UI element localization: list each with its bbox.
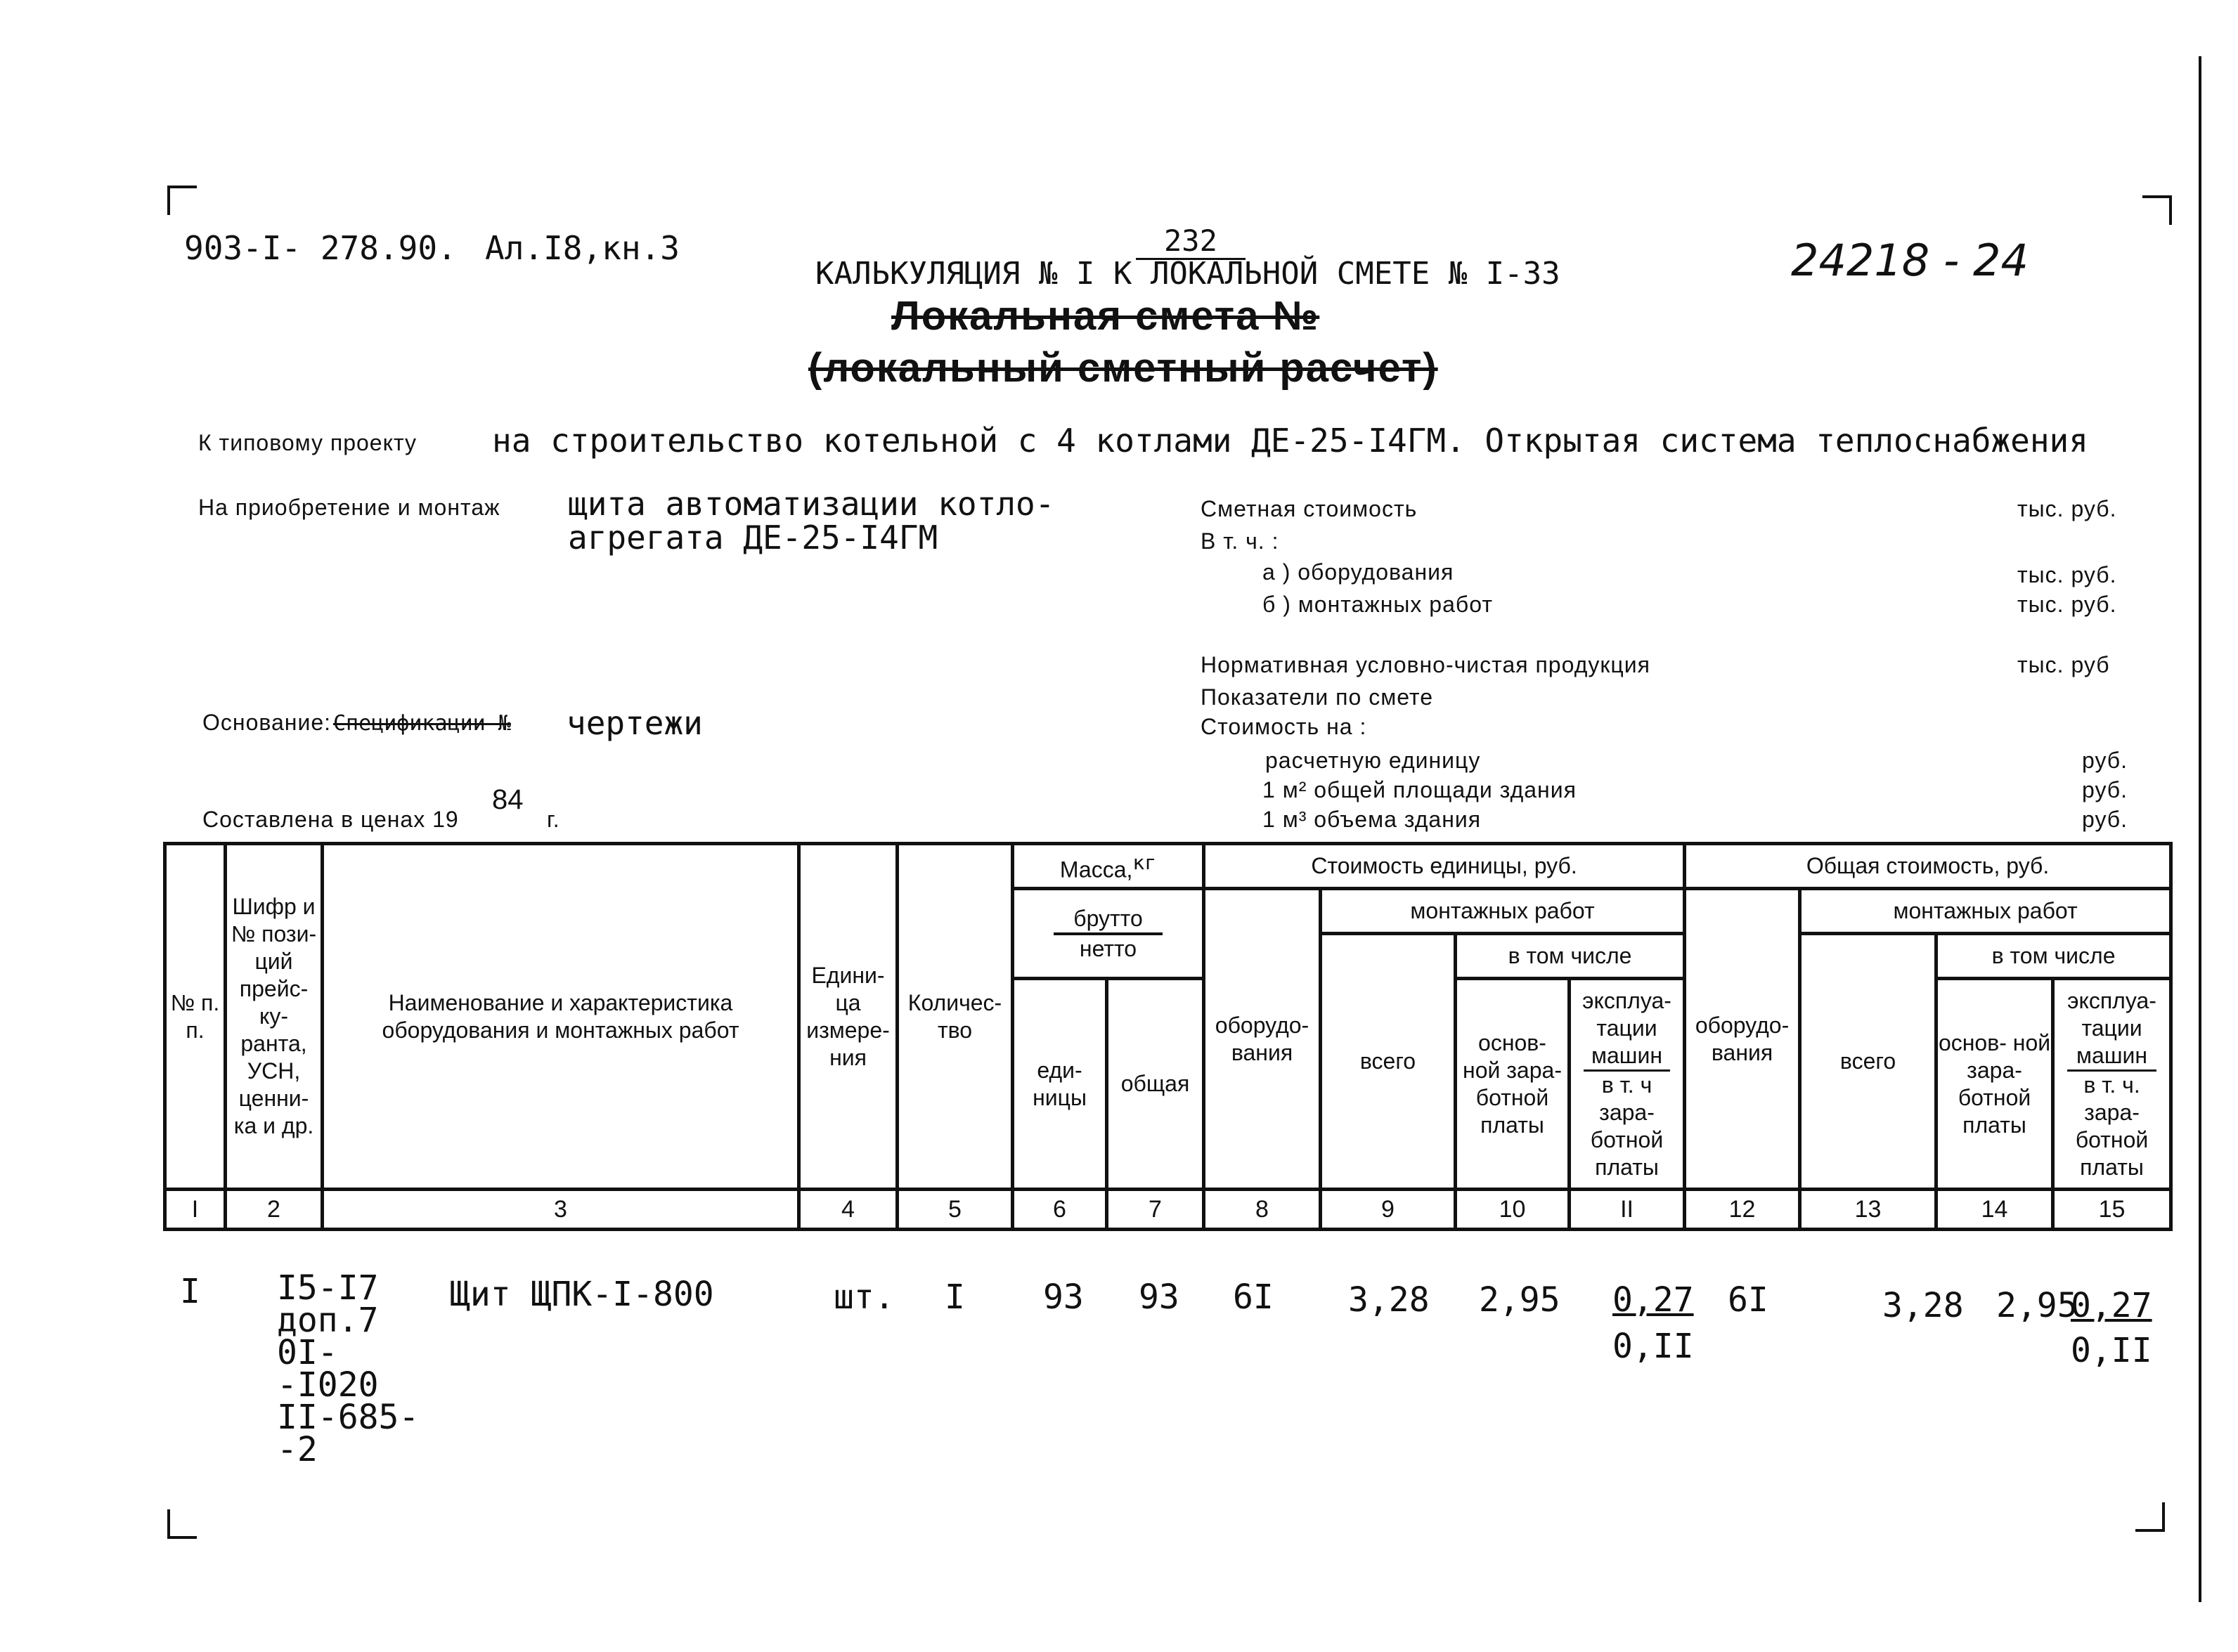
composed-label: Составлена в ценах 19 <box>202 807 459 832</box>
per-unit-label: расчетную единицу <box>1265 748 1481 773</box>
including-label: В т. ч. : <box>1201 528 1279 554</box>
per-m3-label: 1 м³ объема здания <box>1262 807 1482 832</box>
per-m3-unit: руб. <box>2082 807 2128 832</box>
col-header-mass <box>1013 844 1204 889</box>
project-label: К типовому проекту <box>198 430 417 455</box>
col-number-7: 7 <box>1107 1190 1204 1230</box>
row-machine-wage-unit: 0,II <box>1612 1327 1694 1366</box>
handwritten-code: 24218 - 24 <box>1791 235 2029 286</box>
col-number-12: 12 <box>1685 1190 1800 1230</box>
row-name: Щит ЩПК-I-800 <box>450 1275 714 1314</box>
row-machine-total: 0,27 <box>2071 1286 2152 1325</box>
col-header-equip-unit: оборудо- вания <box>1204 889 1321 1190</box>
row-code-line: 0I- <box>277 1333 338 1372</box>
row-all-total: 3,28 <box>1882 1286 1964 1325</box>
brutto-label: брутто <box>1054 905 1163 935</box>
row-mass-unit: 93 <box>1043 1277 1084 1317</box>
estimated-cost-unit: тыс. руб. <box>2017 496 2117 521</box>
corner-mark-top-right <box>2142 195 2172 225</box>
row-code <box>277 1268 420 1469</box>
project-value: на строительство котельной с 4 котлами ДЕ-25-I4ГМ. Открытая система теплоснабжения <box>492 422 2088 460</box>
purchase-label: На приобретение и монтаж <box>198 495 500 520</box>
struck-subtitle: (локальный сметный расчет) <box>808 345 1438 391</box>
col-number-1: I <box>165 1190 226 1230</box>
struck-title: Локальная смета № <box>891 293 1320 339</box>
col-header-mass-unit: еди- ницы <box>1013 979 1107 1190</box>
col-header-no: № п. п. <box>165 844 226 1190</box>
col-header-unit: Едини- ца измере- ния <box>799 844 898 1190</box>
col-header-machine-total <box>2053 979 2171 1190</box>
installation-label: б ) монтажных работ <box>1262 592 1493 617</box>
col-header-incl-unit: в том числе <box>1456 934 1685 979</box>
normative-label: Нормативная условно-чистая продукция <box>1201 652 1650 677</box>
basis-label: Основание: <box>202 710 332 735</box>
col-header-wage-total: основ- ной зара- ботной платы <box>1936 979 2053 1190</box>
corner-mark-top-left <box>167 186 197 215</box>
purchase-line1: щита автоматизации котло- <box>568 485 1055 523</box>
col-header-brutto-netto <box>1013 889 1204 979</box>
row-no: I <box>180 1272 200 1311</box>
col-number-11: II <box>1570 1190 1685 1230</box>
col-header-install-unit: монтажных работ <box>1321 889 1685 934</box>
row-code-line: -I020 <box>277 1365 379 1405</box>
basis-struck: Спецификации № <box>333 711 511 736</box>
purchase-line2: агрегата ДЕ-25-I4ГМ <box>568 519 938 557</box>
right-edge-line <box>2199 56 2201 1602</box>
cost-for-label: Стоимость на : <box>1201 714 1367 739</box>
per-m2-label: 1 м² общей площади здания <box>1262 777 1577 802</box>
col-header-total-cost: Общая стоимость, руб. <box>1685 844 2171 889</box>
row-code-line: I5-I7 <box>277 1268 379 1308</box>
col-number-10: 10 <box>1456 1190 1570 1230</box>
equipment-label: а ) оборудования <box>1262 559 1454 585</box>
row-wage-total: 2,95 <box>1996 1286 2078 1325</box>
netto-label: нетто <box>1079 935 1137 961</box>
col-number-9: 9 <box>1321 1190 1456 1230</box>
row-equip-unit: 6I <box>1233 1277 1274 1317</box>
row-all-unit: 3,28 <box>1348 1280 1430 1320</box>
composed-year: 84 <box>492 784 524 815</box>
col-number-5: 5 <box>898 1190 1013 1230</box>
corner-mark-bottom-left <box>167 1509 197 1539</box>
col-header-qty: Количес- тво <box>898 844 1013 1190</box>
col-number-6: 6 <box>1013 1190 1107 1230</box>
row-machine-wage-total: 0,II <box>2071 1331 2152 1370</box>
row-machine-unit: 0,27 <box>1612 1280 1694 1320</box>
col-header-machine-unit <box>1570 979 1685 1190</box>
per-unit-unit: руб. <box>2082 748 2128 773</box>
mass-unit: кг <box>1132 850 1157 874</box>
row-mass-total: 93 <box>1139 1277 1179 1317</box>
composed-suffix: г. <box>547 807 560 832</box>
basis-value: чертежи <box>567 704 703 742</box>
equipment-unit: тыс. руб. <box>2017 562 2117 587</box>
col-number-15: 15 <box>2053 1190 2171 1230</box>
row-equip-total: 6I <box>1728 1280 1768 1320</box>
estimate-table-header <box>163 842 2173 1231</box>
col-number-3: 3 <box>323 1190 799 1230</box>
col-header-equip-total: оборудо- вания <box>1685 889 1800 1190</box>
machine-wage-label: в т. ч зара- ботной платы <box>1584 1069 1670 1181</box>
row-code-line: -2 <box>277 1430 318 1469</box>
row-unit: шт. <box>834 1277 895 1317</box>
installation-unit: тыс. руб. <box>2017 592 2117 617</box>
corner-mark-bottom-right <box>2135 1502 2165 1532</box>
col-header-mass-total: общая <box>1107 979 1204 1190</box>
calc-number: 232 <box>1136 223 1246 260</box>
doc-code: 903-I- 278.90. <box>184 229 457 267</box>
machine-op-label: эксплуа- тации машин <box>1582 987 1671 1068</box>
per-m2-unit: руб. <box>2082 777 2128 802</box>
col-number-2: 2 <box>226 1190 323 1230</box>
col-number-14: 14 <box>1936 1190 2053 1230</box>
col-header-install-total: монтажных работ <box>1800 889 2171 934</box>
normative-unit: тыс. руб <box>2017 652 2110 677</box>
machine-op-label-2: эксплуа- тации машин <box>2067 987 2156 1068</box>
col-header-wage-unit: основ- ной зара- ботной платы <box>1456 979 1570 1190</box>
col-header-name: Наименование и характеристика оборудования и монтажных работ <box>323 844 799 1190</box>
col-header-all-total: всего <box>1800 934 1936 1190</box>
col-number-4: 4 <box>799 1190 898 1230</box>
machine-wage-label-2: в т. ч. зара- ботной платы <box>2067 1069 2156 1181</box>
col-header-all-unit: всего <box>1321 934 1456 1190</box>
col-header-incl-total: в том числе <box>1936 934 2171 979</box>
row-code-line: II-685- <box>277 1398 420 1437</box>
row-qty: I <box>945 1277 965 1317</box>
calc-title: КАЛЬКУЛЯЦИЯ № I К ЛОКАЛЬНОЙ СМЕТЕ № I-33 <box>815 256 1560 292</box>
col-number-13: 13 <box>1800 1190 1936 1230</box>
col-header-unit-cost: Стоимость единицы, руб. <box>1204 844 1685 889</box>
mass-label: Масса, <box>1059 857 1133 883</box>
col-header-code: Шифр и № пози- ций прейс- ку- ранта, УСН, ценни- ка и др. <box>226 844 323 1190</box>
row-code-line: доп.7 <box>277 1301 379 1340</box>
sheet-ref: Ал.I8,кн.3 <box>485 229 680 267</box>
indicators-label: Показатели по смете <box>1201 684 1434 710</box>
col-number-8: 8 <box>1204 1190 1321 1230</box>
estimated-cost-label: Сметная стоимость <box>1201 496 1418 521</box>
row-wage-unit: 2,95 <box>1479 1280 1560 1320</box>
